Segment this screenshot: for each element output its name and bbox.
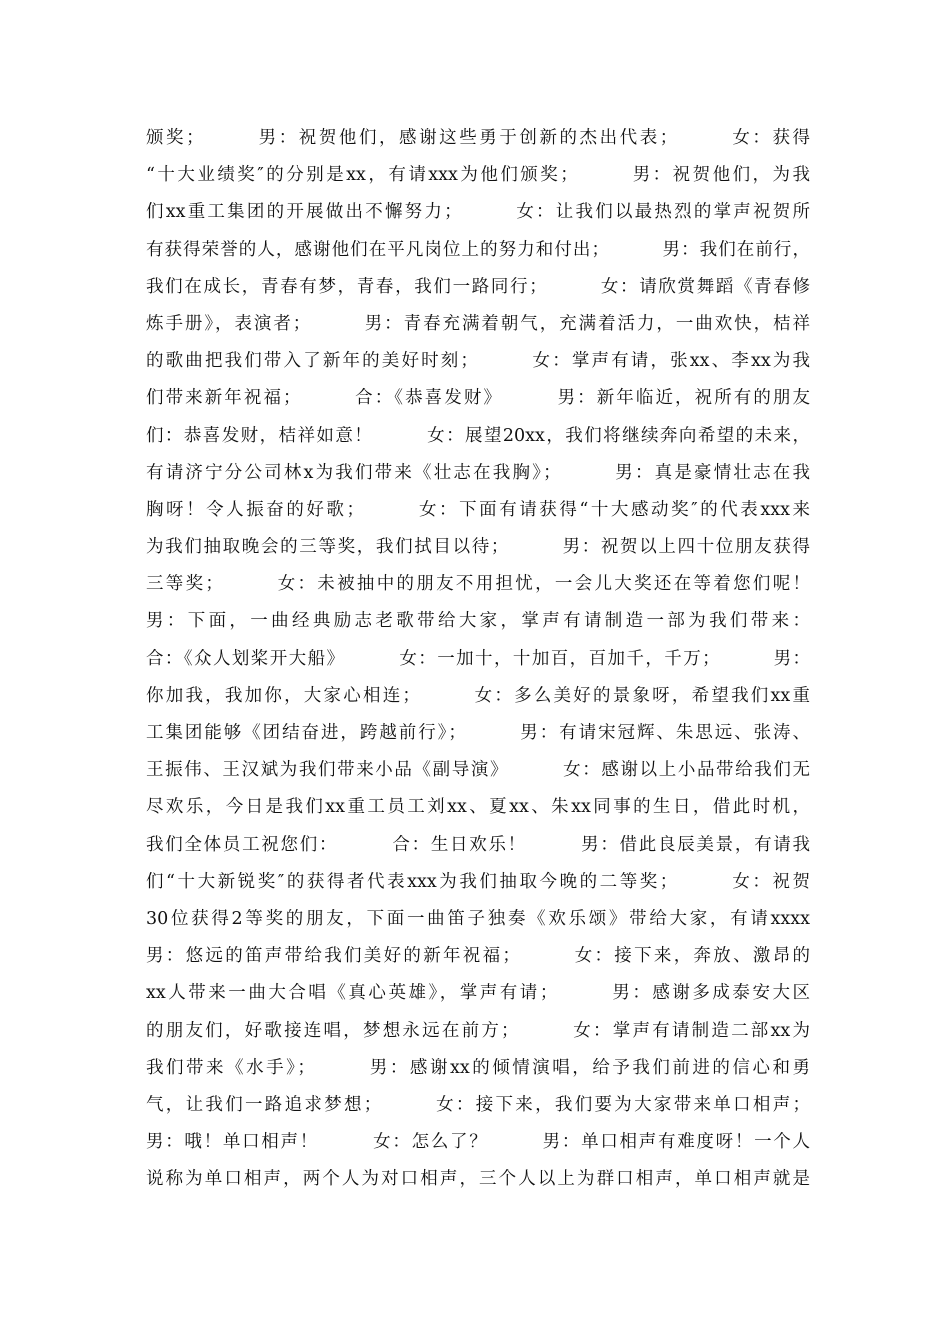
text-line: 颁奖； 男：祝贺他们，感谢这些勇于创新的杰出代表； 女：获得 — [146, 128, 810, 148]
text-line: 男：哦！单口相声！ 女：怎么了？ 男：单口相声有难度呀！一个人 — [146, 1132, 810, 1153]
text-line: 尽欢乐，今日是我们xx重工员工刘xx、夏xx、朱xx同事的生日，借此时机， — [146, 797, 810, 818]
text-line: 说称为单口相声，两个人为对口相声，三个人以上为群口相声，单口相声就是 — [146, 1169, 810, 1190]
text-line: 有获得荣誉的人，感谢他们在平凡岗位上的努力和付出； 男：我们在前行， — [146, 239, 810, 260]
text-line: “十大业绩奖″的分别是xx，有请xxx为他们颁奖； 男：祝贺他们，为我 — [146, 165, 810, 186]
text-line: 胸呀！令人振奋的好歌； 女：下面有请获得“十大感动奖″的代表xxx来 — [146, 499, 810, 520]
text-line: 的朋友们，好歌接连唱，梦想永远在前方； 女：掌声有请制造二部xx为 — [146, 1020, 810, 1041]
text-line: 气，让我们一路追求梦想； 女：接下来，我们要为大家带来单口相声； — [146, 1094, 810, 1115]
text-line: 工集团能够《团结奋进，跨越前行》； 男：有请宋冠辉、朱思远、张涛、 — [146, 723, 810, 743]
text-line: 合：《众人划桨开大船》 女：一加十，十加百，百加千，千万； 男： — [146, 648, 810, 669]
text-line: 男：悠远的笛声带给我们美好的新年祝福； 女：接下来，奔放、激昂的 — [146, 946, 810, 967]
text-line: 我们在成长，青春有梦，青春，我们一路同行； 女：请欣赏舞蹈《青春修 — [146, 276, 810, 297]
text-line: 们：恭喜发财，桔祥如意！ 女：展望20xx，我们将继续奔向希望的未来， — [146, 425, 810, 446]
text-line: 的歌曲把我们带入了新年的美好时刻； 女：掌声有请，张xx、李xx为我 — [146, 351, 810, 372]
text-line: 我们带来《水手》； 男：感谢xx的倾情演唱，给予我们前进的信心和勇 — [146, 1057, 810, 1078]
text-line: 们带来新年祝福； 合：《恭喜发财》 男：新年临近，祝所有的朋友 — [146, 388, 810, 409]
text-line: 们“十大新锐奖″的获得者代表xxx为我们抽取今晚的二等奖； 女：祝贺 — [146, 871, 810, 892]
text-line: 为我们抽取晚会的三等奖，我们拭目以待； 男：祝贺以上四十位朋友获得 — [146, 537, 810, 558]
text-line: 们xx重工集团的开展做出不懈努力； 女：让我们以最热烈的掌声祝贺所 — [146, 202, 810, 223]
text-line: 男：下面，一曲经典励志老歌带给大家，掌声有请制造一部为我们带来： — [146, 611, 810, 632]
text-line: 炼手册》，表演者； 男：青春充满着朝气，充满着活力，一曲欢快，桔祥 — [146, 313, 810, 334]
text-line: 你加我，我加你，大家心相连； 女：多么美好的景象呀，希望我们xx重 — [146, 685, 810, 706]
text-line: 有请济宁分公司林x为我们带来《壮志在我胸》； 男：真是豪情壮志在我 — [146, 462, 810, 483]
text-line: 30位获得2等奖的朋友，下面一曲笛子独奏《欢乐颂》带给大家，有请xxxx — [146, 908, 810, 929]
body-text — [146, 120, 810, 1198]
text-line: xx人带来一曲大合唱《真心英雄》，掌声有请； 男：感谢多成泰安大区 — [146, 983, 810, 1004]
text-line: 三等奖； 女：未被抽中的朋友不用担忧，一会儿大奖还在等着您们呢！ — [146, 574, 810, 595]
text-line: 王振伟、王汉斌为我们带来小品《副导演》 女：感谢以上小品带给我们无 — [146, 760, 810, 781]
text-line: 我们全体员工祝您们： 合：生日欢乐！ 男：借此良辰美景，有请我 — [146, 834, 810, 855]
